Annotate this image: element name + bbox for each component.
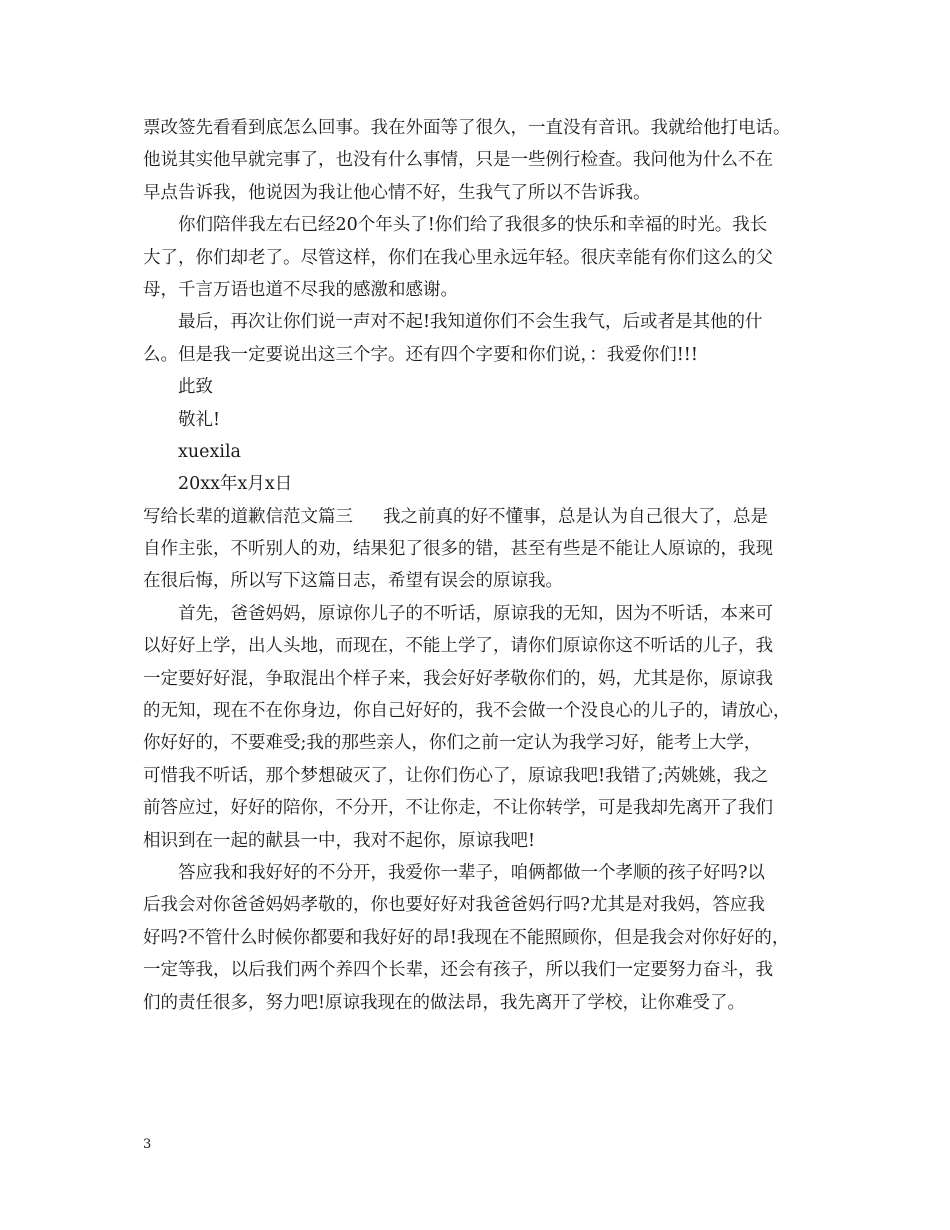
text-line-content: 们的责任很多，努力吧!原谅我现在的做法昂，我先离开了学校，让你难受了。 [143, 992, 746, 1013]
text-line [143, 825, 843, 857]
text-line [143, 630, 843, 662]
text-line-content: 的无知，现在不在你身边，你自己好好的，我不会做一个没良心的儿子的，请放心， [143, 701, 791, 722]
text-line [143, 565, 843, 597]
text-line-content: 他说其实他早就完事了，也没有什么事情，只是一些例行检查。我问他为什么不在 [143, 150, 773, 171]
text-line-content: 自作主张，不听别人的劝，结果犯了很多的错，甚至有些是不能让人原谅的，我现 [143, 539, 773, 560]
text-line [143, 404, 843, 436]
text-line-content: 写给长辈的道歉信范文篇三 [143, 506, 353, 527]
text-line-content: 此致 [178, 377, 213, 398]
text-line [143, 598, 843, 630]
text-line [143, 371, 843, 403]
text-line-content: 票改签先看看到底怎么回事。我在外面等了很久，一直没有音讯。我就给他打电话。 [143, 118, 791, 138]
document-body [143, 112, 843, 1019]
text-line [143, 436, 843, 468]
text-line-content: 敬礼! [178, 409, 221, 430]
text-line-content: 后我会对你爸爸妈妈孝敬的，你也要好好对我爸爸妈行吗?尤其是对我妈，答应我 [143, 895, 765, 916]
text-line [143, 533, 843, 565]
text-line [143, 695, 843, 727]
text-line [143, 727, 843, 759]
text-line [143, 954, 843, 986]
text-line [143, 177, 843, 209]
text-line [143, 468, 843, 500]
text-line-content: 好吗?不管什么时候你都要和我好好的昂!我现在不能照顾你，但是我会对你好好的， [143, 927, 790, 948]
text-line-content: 一定等我，以后我们两个养四个长辈，还会有孩子，所以我们一定要努力奋斗，我 [143, 960, 773, 981]
text-line-content: 你们陪伴我左右已经20个年头了!你们给了我很多的快乐和幸福的时光。我长 [178, 215, 768, 236]
text-line-content: 首先，爸爸妈妈，原谅你儿子的不听话，原谅我的无知，因为不听话，本来可 [178, 603, 773, 624]
text-line-content: 前答应过，好好的陪你，不分开，不让你走，不让你转学，可是我却先离开了我们 [143, 798, 773, 819]
text-line-content: 早点告诉我，他说因为我让他心情不好，生我气了所以不告诉我。 [143, 182, 651, 203]
text-line-content: 么。但是我一定要说出这三个字。还有四个字要和你们说，：我爱你们!!! [143, 344, 698, 365]
text-line-content: 最后，再次让你们说一声对不起!我知道你们不会生我气，后或者是其他的什 [178, 312, 763, 333]
text-line-content: 可惜我不听话，那个梦想破灭了，让你们伤心了，原谅我吧!我错了;芮姚姚，我之 [143, 765, 769, 786]
text-line [143, 922, 843, 954]
text-line [143, 501, 843, 533]
text-line [143, 112, 843, 144]
text-line [143, 889, 843, 921]
text-line-content: 大了，你们却老了。尽管这样，你们在我心里永远年轻。很庆幸能有你们这么的父 [143, 247, 773, 268]
text-line-content: 答应我和我好好的不分开，我爱你一辈子，咱俩都做一个孝顺的孩子好吗?以 [178, 862, 765, 883]
text-line-content: xuexila [178, 441, 241, 462]
text-line [143, 663, 843, 695]
text-line-content: 一定要好好混，争取混出个样子来，我会好好孝敬你们的，妈，尤其是你，原谅我 [143, 668, 773, 689]
text-line [143, 306, 843, 338]
text-line-content: 你好好的，不要难受;我的那些亲人，你们之前一定认为我学习好，能考上大学， [143, 733, 762, 754]
text-line [143, 339, 843, 371]
text-line-content: 以好好上学，出人头地，而现在，不能上学了，请你们原谅你这不听话的儿子，我 [143, 636, 773, 657]
page-number: 3 [143, 1137, 152, 1152]
text-line-content: 20xx年x月x日 [178, 474, 293, 495]
text-line [143, 209, 843, 241]
text-line [143, 144, 843, 176]
text-line [143, 792, 843, 824]
text-line [143, 274, 843, 306]
text-line-tail: 我之前真的好不懂事，总是认为自己很大了，总是 [383, 506, 768, 527]
text-line-content: 在很后悔，所以写下这篇日志，希望有误会的原谅我。 [143, 571, 563, 592]
text-line-content: 相识到在一起的献县一中，我对不起你，原谅我吧! [143, 830, 536, 851]
text-line [143, 857, 843, 889]
text-line [143, 242, 843, 274]
text-line-content: 母，千言万语也道不尽我的感激和感谢。 [143, 279, 458, 300]
text-line [143, 760, 843, 792]
text-line [143, 987, 843, 1019]
